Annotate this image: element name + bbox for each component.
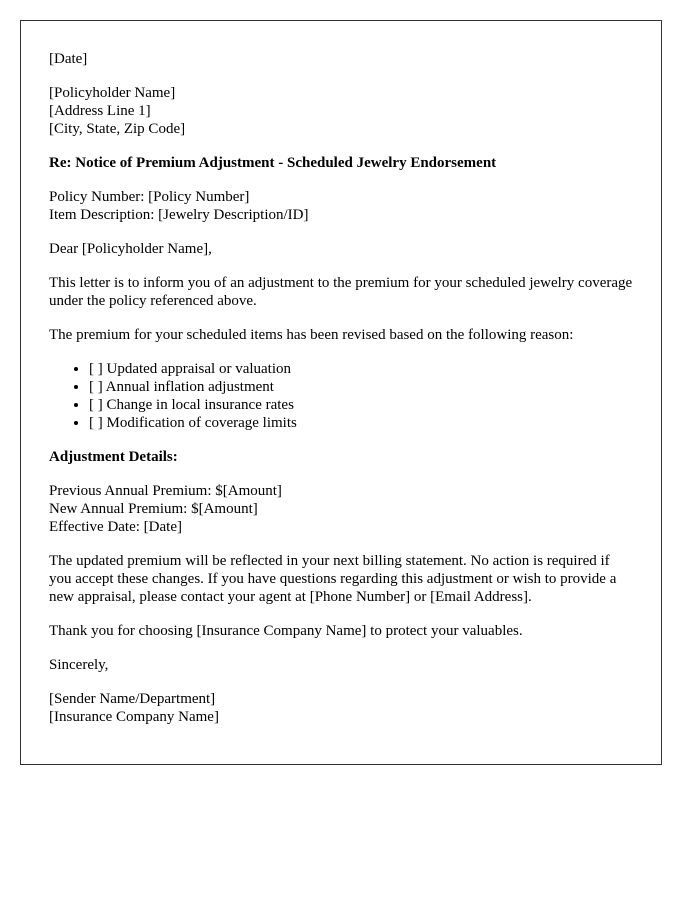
reason-intro: The premium for your scheduled items has been revised based on the following reason:: [49, 327, 574, 343]
recipient-address: [Address Line 1]: [49, 103, 151, 119]
new-premium: New Annual Premium: $[Amount]: [49, 501, 258, 517]
intro-paragraph: This letter is to inform you of an adjustment to the premium for your scheduled jewelry coverage under the policy referenced above.: [49, 275, 633, 309]
subject-line: Re: Notice of Premium Adjustment - Scheduled Jewelry Endorsement: [49, 155, 497, 171]
policy-number: Policy Number: [Policy Number]: [49, 189, 250, 205]
recipient-name: [Policyholder Name]: [49, 85, 176, 101]
reason-list: [49, 360, 633, 432]
adjustment-details: [49, 482, 633, 536]
policy-info: [49, 188, 633, 224]
sender-name: [Sender Name/Department]: [49, 691, 216, 707]
thanks-paragraph: Thank you for choosing [Insurance Company Name] to protect your valuables.: [49, 623, 523, 639]
reason-item: • [ ] Updated appraisal or valuation: [89, 360, 633, 378]
reason-item: • [ ] Annual inflation adjustment: [89, 378, 633, 396]
letter: [20, 20, 662, 765]
recipient-city-state-zip: [City, State, Zip Code]: [49, 121, 186, 137]
reason-item: • [ ] Modification of coverage limits: [89, 414, 633, 432]
sender-company: [Insurance Company Name]: [49, 709, 219, 725]
salutation: Dear [Policyholder Name],: [49, 241, 212, 257]
billing-paragraph: The updated premium will be reflected in your next billing statement. No action is required if you accept these changes. If you have questions regarding this adjustment or wish to provide a new appraisal, please contact your agent at [Phone Number] or [Email Address].: [49, 553, 617, 605]
effective-date: Effective Date: [Date]: [49, 519, 182, 535]
reason-item: • [ ] Change in local insurance rates: [89, 396, 633, 414]
letter-date: [Date]: [49, 51, 88, 67]
closing: Sincerely,: [49, 657, 109, 673]
previous-premium: Previous Annual Premium: $[Amount]: [49, 483, 282, 499]
signature-block: [49, 690, 633, 726]
recipient-block: [49, 84, 633, 138]
details-heading: Adjustment Details:: [49, 449, 178, 465]
item-description: Item Description: [Jewelry Description/ID]: [49, 207, 309, 223]
